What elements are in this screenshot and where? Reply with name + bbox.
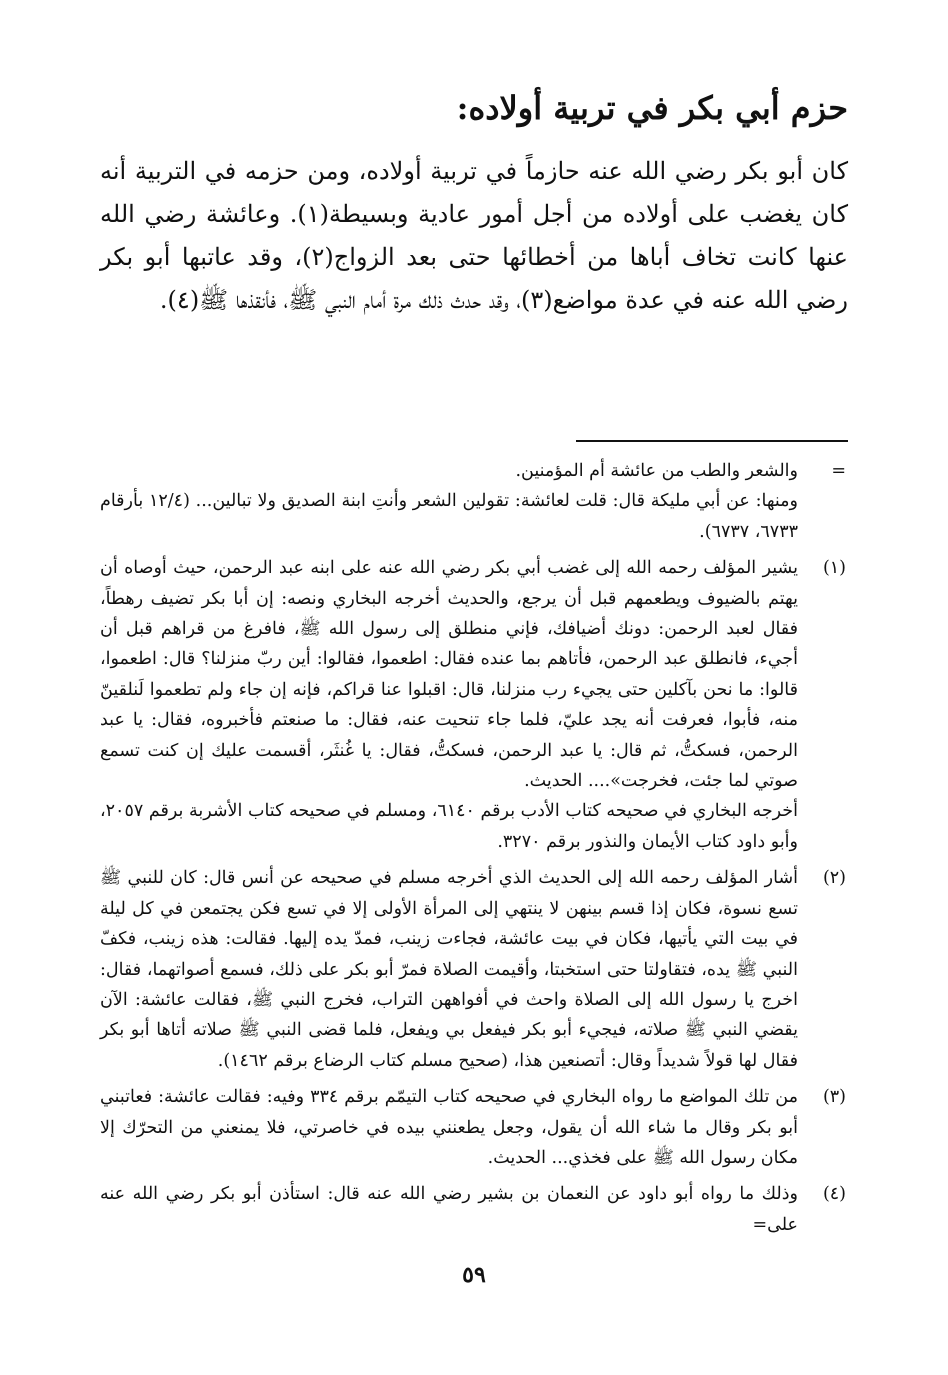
- footnote-paragraph: من تلك المواضع ما رواه البخاري في صحيحه كتاب التيمّم برقم ٣٣٤ وفيه: فقالت عائشة: فعاتبني أبو بكر وقال ما شاء الله أن يقول، وجعل يطعنني بيده في خاصرتي، فلا يمنعني من التحرّك إلا مكان رسول الله ﷺ على فخذي... الحديث.: [100, 1087, 798, 1168]
- footnote-body: [100, 553, 798, 857]
- footnote-paragraph: يشير المؤلف رحمه الله إلى غضب أبي بكر رضي الله عنه على ابنه عبد الرحمن، حيث أوصاه أن يهتم بالضيوف ويطعمهم قبل أن يرجع، والحديث أخرجه البخاري ونصه: إن أبا بكر تضيف رهطاً، فقال لعبد الرحمن: دونك أضيافك، فإني منطلق إلى رسول الله ﷺ، فافرغ من قراهم قبل أن أجيء، فانطلق عبد الرحمن، فأتاهم بما عنده فقال: اطعموا، فقالوا: أين ربّ منزلنا؟ قال: اطعموا، قالوا: ما نحن بآكلين حتى يجيء رب منزلنا، قال: اقبلوا عنا قراكم، فإنه إن جاء ولم تطعموا لَنلقينّ منه، فأبوا، فعرفت أنه يجد عليّ، فلما جاء تنحيت عنه، فقال: ما صنعتم فأخبروه، فقال: يا عبد الرحمن، فسكتُّ، ثم قال: يا عبد الرحمن، فسكتُّ، فقال: يا غُنثَر، أقسمت عليك إن كنت تسمع صوتي لما جئت، فخرجت».... الحديث.: [100, 558, 798, 792]
- footnote-body: [100, 1082, 798, 1173]
- page-number: ٥٩: [462, 1262, 486, 1288]
- footnote-body: [100, 456, 798, 547]
- footnote-paragraph: وذلك ما رواه أبو داود عن النعمان بن بشير رضي الله عنه قال: استأذن أبو بكر رضي الله عنه على=: [100, 1184, 798, 1235]
- footnote-2: [100, 863, 848, 1076]
- footnotes: [100, 456, 848, 1246]
- footnote-4: [100, 1179, 848, 1240]
- footnote-body: [100, 1179, 798, 1240]
- footnote-continuation: [100, 456, 848, 547]
- page-content: [100, 84, 849, 1235]
- footnote-1: [100, 553, 848, 857]
- footnote-paragraph: ومنها: عن أبي مليكة قال: قلت لعائشة: تقولين الشعر وأنتِ ابنة الصديق ولا تبالين... (١٢/٤ بأرقام ٦٧٣٣، ٦٧٣٧).: [100, 491, 799, 542]
- footnote-3: [100, 1082, 848, 1173]
- footnote-separator: [576, 440, 848, 442]
- section-heading: حزم أبي بكر في تربية أولاده:: [456, 89, 848, 127]
- footnote-paragraph: أخرجه البخاري في صحيحه كتاب الأدب برقم ٦١٤٠، ومسلم في صحيحه كتاب الأشربة برقم ٢٠٥٧، وأبو داود كتاب الأيمان والنذور برقم ٣٢٧٠.: [100, 801, 798, 852]
- footnote-number: (١): [822, 558, 846, 579]
- footnote-paragraph: والشعر والطب من عائشة أم المؤمنين.: [515, 461, 798, 481]
- footnote-number: (٣): [822, 1087, 846, 1108]
- footnote-paragraph: أشار المؤلف رحمه الله إلى الحديث الذي أخرجه مسلم في صحيحه عن أنس قال: كان للنبي ﷺ تسع نسوة، فكان إذا قسم بينهن لا ينتهي إلى المرأة الأولى إلا في تسع فكن يجتمعن في كل ليلة في بيت التي يأتيها، فكان في بيت عائشة، فجاءت زينب، فمدّ يده إليها. فقالت: هذه زينب، فكفّ النبي ﷺ يده، فتقاولتا حتى استخبتا، وأقيمت الصلاة فمرّ أبو بكر على ذلك، فسمع أصواتهما، فقال: اخرج يا رسول الله إلى الصلاة واحث في أفواههن التراب، فخرج النبي ﷺ، فقالت عائشة: الآن يقضي النبي ﷺ صلاته، فيجيء أبو بكر فيفعل بي ويفعل، فلما قضى النبي ﷺ صلاته أتاها أبو بكر فقال لها قولاً شديداً وقال: أتصنعين هذا، (صحيح مسلم كتاب الرضاع برقم ١٤٦٢).: [100, 868, 798, 1071]
- footnote-body: [100, 863, 798, 1076]
- footnote-number: (٤): [822, 1184, 846, 1205]
- footnote-number: (٢): [822, 868, 846, 889]
- footnote-marker: =: [831, 461, 846, 481]
- main-paragraph: كان أبو بكر رضي الله عنه حازماً في تربية أولاده، ومن حزمه في التربية أنه كان يغضب على أولاده من أجل أمور عادية وبسيطة(١). وعائشة رضي الله عنها كانت تخاف أباها من أخطائها حتى بعد الزواج(٢)، وقد عاتبها أبو بكر رضي الله عنه في عدة مواضع(٣)، وقد حدث ذلك مرة أمام النبي ﷺ، فأنقذها ﷺ(٤).: [100, 157, 849, 314]
